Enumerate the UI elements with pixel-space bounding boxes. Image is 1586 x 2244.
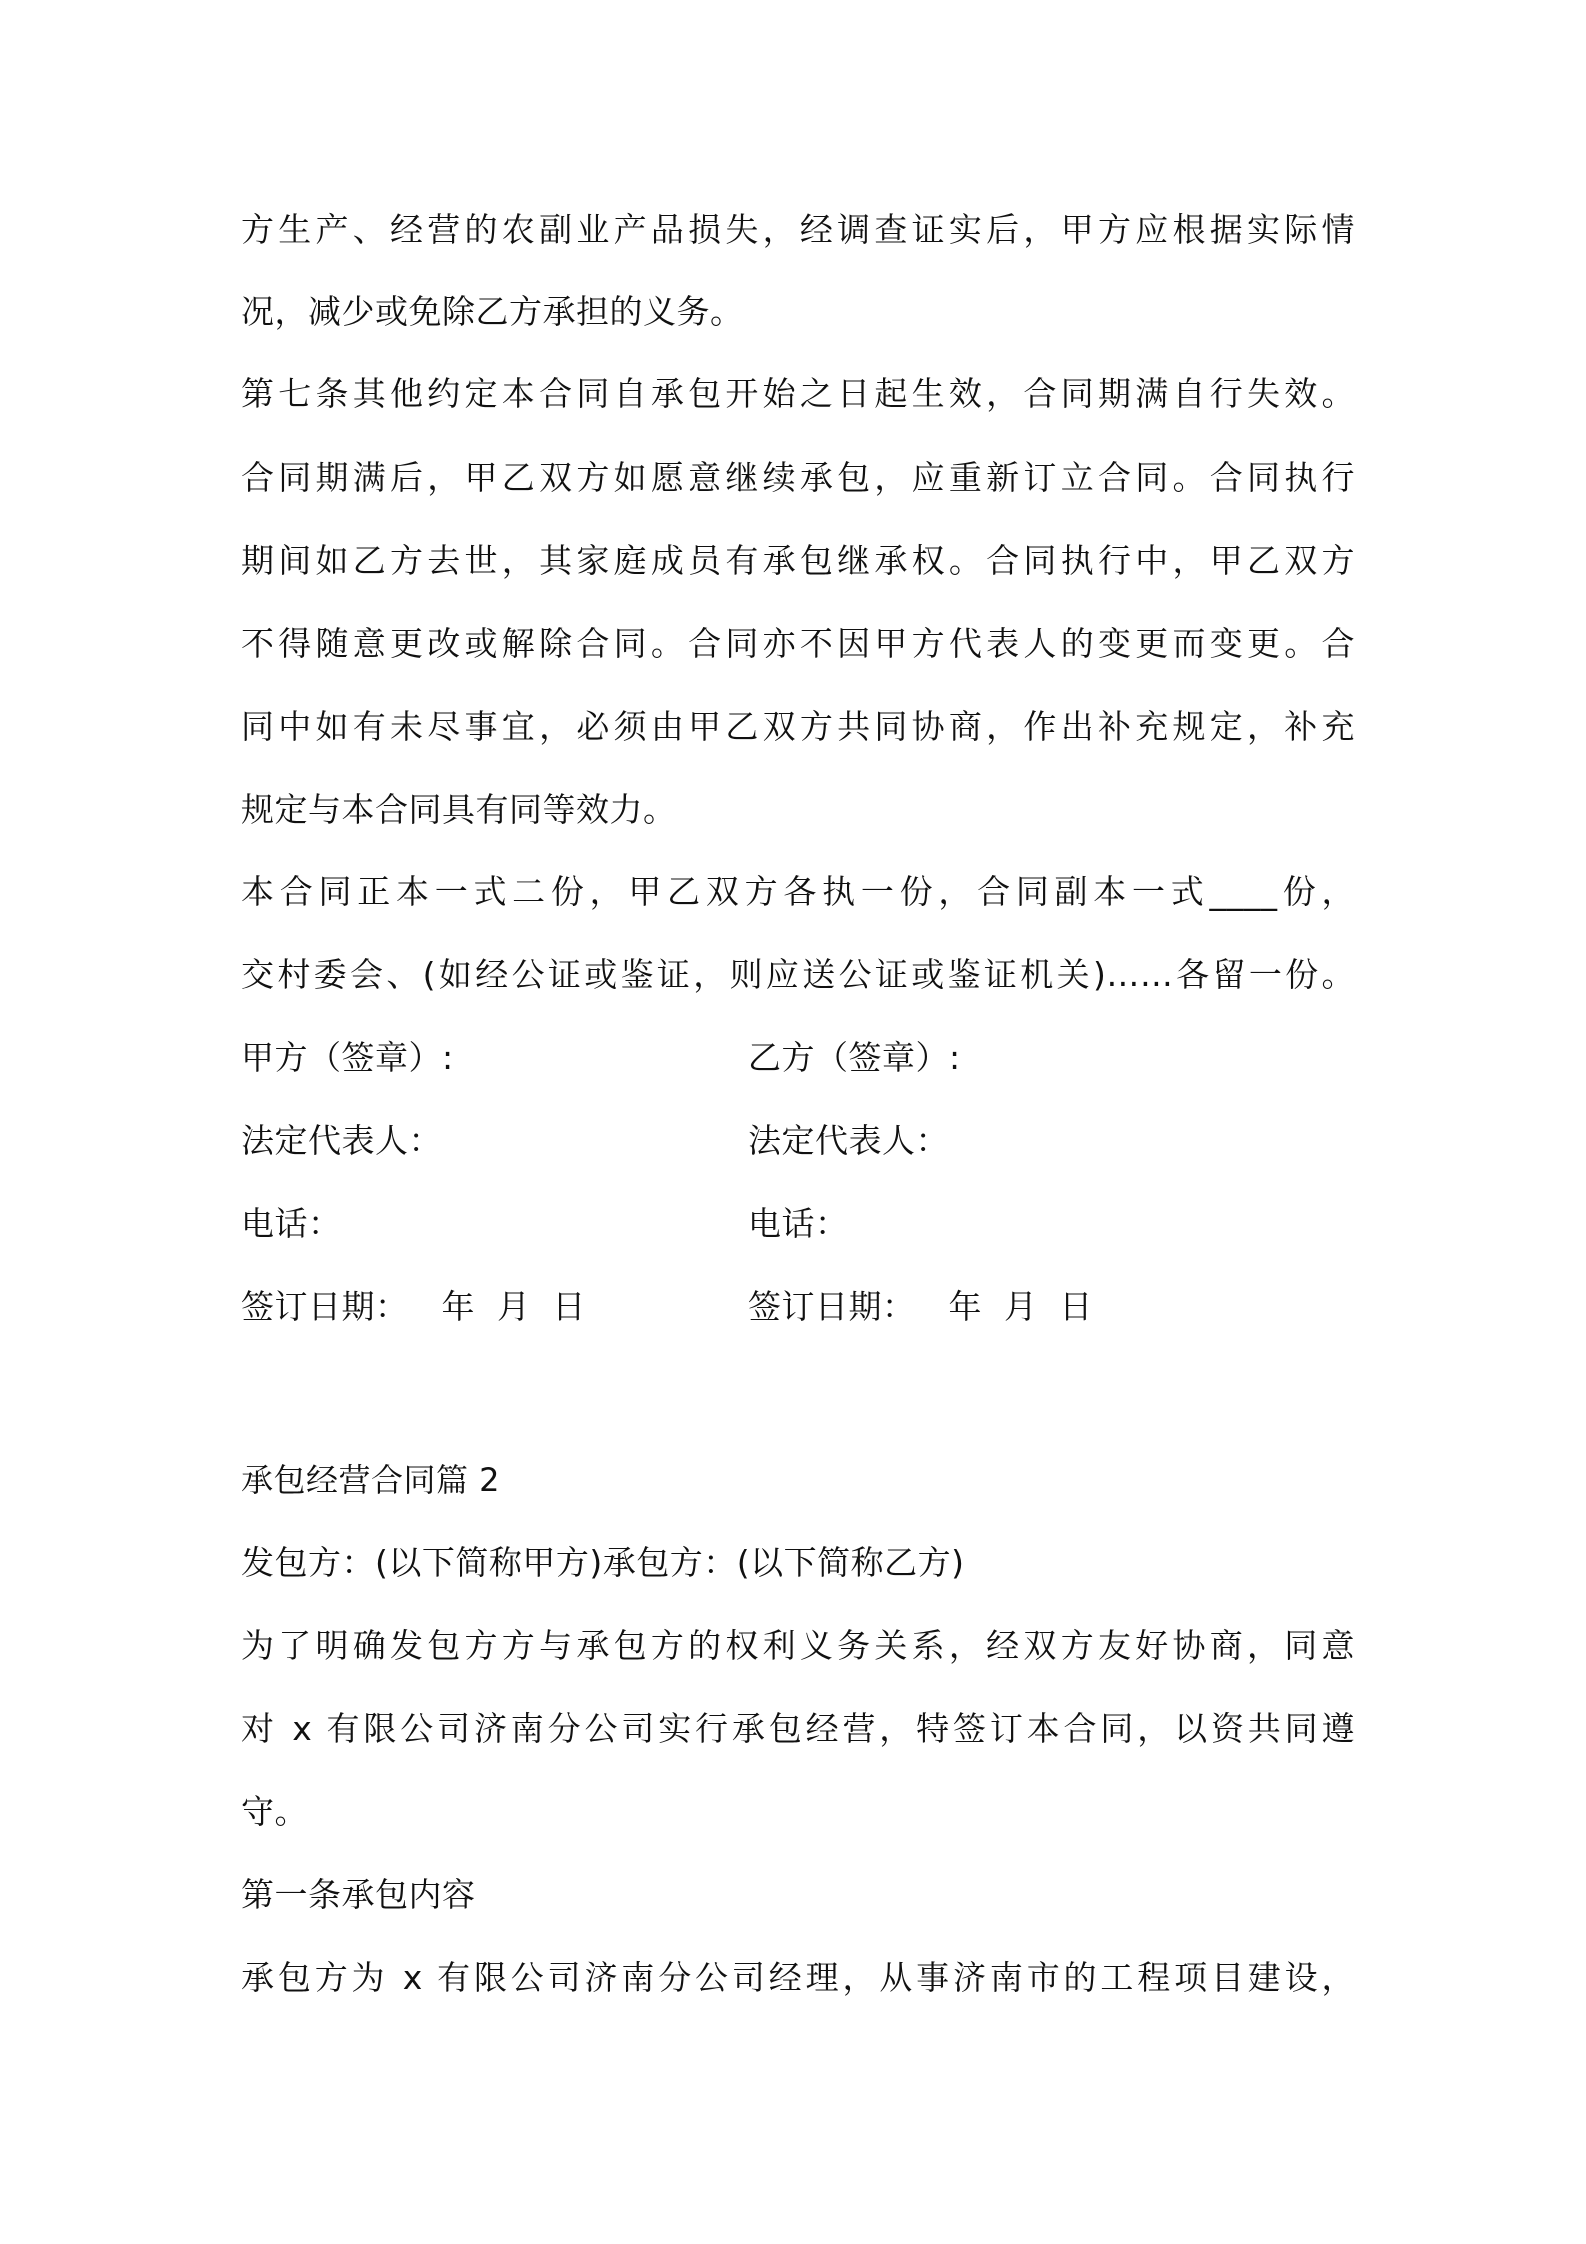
paragraph-line: 同中如有未尽事宜，必须由甲乙双方共同协商，作出补充规定，补充 <box>241 707 1355 746</box>
party-b-seal-label: 乙方（签章）: <box>748 1038 961 1077</box>
paragraph-line: 第七条其他约定本合同自承包开始之日起生效，合同期满自行失效。 <box>241 374 1355 413</box>
party-a-phone-label: 电话： <box>241 1204 342 1243</box>
paragraph-line: 方生产、经营的农副业产品损失，经调查证实后，甲方应根据实际情 <box>241 210 1355 249</box>
clause-heading: 第一条承包内容 <box>241 1875 476 1914</box>
party-b-date-label: 签订日期： 年 月 日 <box>748 1287 1093 1326</box>
paragraph-line: 不得随意更改或解除合同。合同亦不因甲方代表人的变更而变更。合 <box>241 624 1355 663</box>
paragraph-line: 为了明确发包方方与承包方的权利义务关系，经双方友好协商，同意 <box>241 1626 1355 1665</box>
paragraph-line: 守。 <box>241 1792 308 1831</box>
paragraph-line: 况，减少或免除乙方承担的义务。 <box>241 292 744 331</box>
section-title: 承包经营合同篇 2 <box>241 1461 501 1499</box>
paragraph-line: 发包方：(以下简称甲方)承包方：(以下简称乙方) <box>241 1543 965 1582</box>
paragraph-line: 交村委会、(如经公证或鉴证，则应送公证或鉴证机关)……各留一份。 <box>241 955 1355 994</box>
paragraph-line: 本合同正本一式二份，甲乙双方各执一份，合同副本一式____份， <box>241 872 1355 911</box>
party-a-rep-label: 法定代表人： <box>241 1121 442 1160</box>
paragraph-line: 期间如乙方去世，其家庭成员有承包继承权。合同执行中，甲乙双方 <box>241 541 1355 580</box>
party-b-rep-label: 法定代表人： <box>748 1121 949 1160</box>
party-a-seal-label: 甲方（签章）: <box>241 1038 454 1077</box>
paragraph-line: 对 x 有限公司济南分公司实行承包经营，特签订本合同，以资共同遵 <box>241 1709 1355 1748</box>
paragraph-line: 合同期满后，甲乙双方如愿意继续承包，应重新订立合同。合同执行 <box>241 458 1355 497</box>
paragraph-line: 承包方为 x 有限公司济南分公司经理，从事济南市的工程项目建设， <box>241 1958 1355 1997</box>
party-a-date-label: 签订日期： 年 月 日 <box>241 1287 586 1326</box>
paragraph-line: 规定与本合同具有同等效力。 <box>241 790 677 829</box>
party-b-phone-label: 电话： <box>748 1204 849 1243</box>
